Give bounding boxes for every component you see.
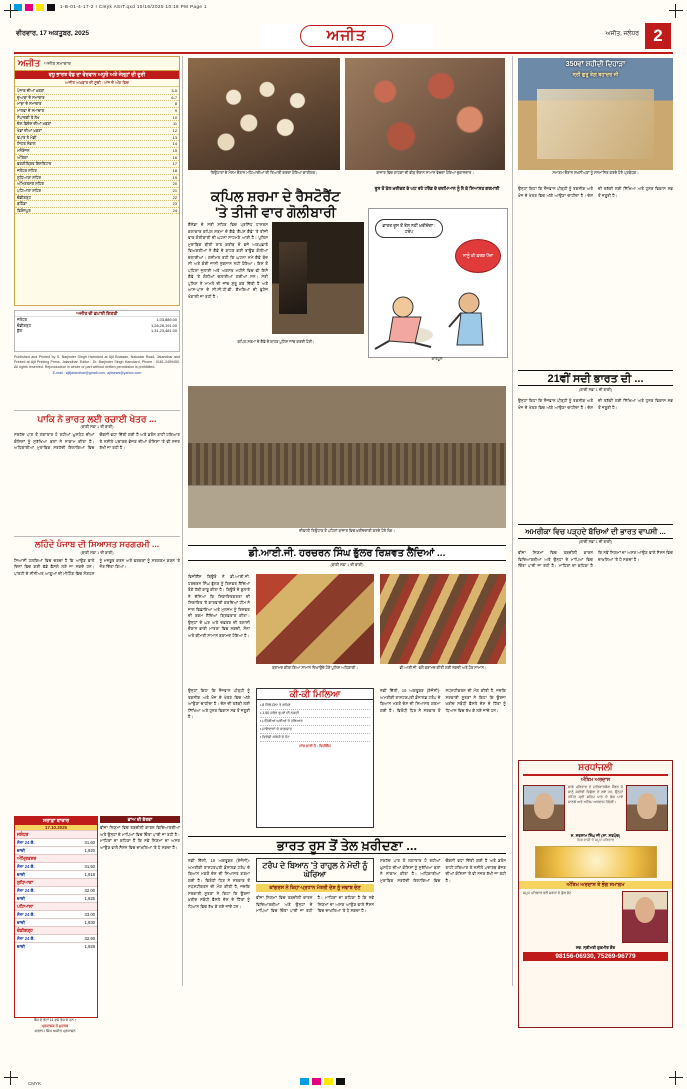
bullion-row: ਸੋਨਾ 24 ਕੈ. 31.50 — [17, 864, 95, 869]
index-row-page: 20 — [172, 181, 177, 187]
index-row-page: 17 — [172, 161, 177, 167]
index-row-page: 6-7 — [171, 94, 177, 100]
circulation-rows — [15, 317, 179, 334]
index-row-label: ਅੰਤਿਕਾ — [17, 154, 28, 160]
index-row-label: ਚੰਡੀਗੜ੍ਹ — [17, 194, 31, 200]
index-row[interactable] — [15, 201, 179, 208]
edition-label: ਅਜੀਤ, ਜਲੰਧਰ — [605, 31, 639, 37]
story-pakistan-jump: (ਬਾਕੀ ਸਫ਼ਾ 1 ਦੀ ਬਾਕੀ) — [80, 425, 114, 430]
registration-mark-topright — [669, 4, 683, 18]
story-us-students-body: ਵੀਜ਼ਾ ਨਿਯਮਾਂ ਵਿਚ ਤਬਦੀਲੀ ਕਾਰਨ ਵਿਦਿਆਰਥੀਆਂ ਅਤੇ ਉਨ੍ਹਾਂ ਦੇ ਮਾਪਿਆਂ ਵਿਚ ਚਿੰਤਾ ਪਾਈ ਜਾ ਰਹੀ ਹੈ। ਮਾਹਿਰਾਂ ਦਾ ਕਹਿਣਾ ਹੈ ਕਿ ਨਵੇਂ ਨਿਯਮਾਂ ਦਾ ਅਸਰ ਆਉਣ ਵਾਲੇ ਸੈਸ਼ਨ ਵਿਚ ਦਾਖ਼ਲਿਆਂ 'ਤੇ ਪੈ ਸਕਦਾ ਹੈ। — [518, 550, 673, 568]
index-row[interactable] — [15, 108, 179, 115]
photo-goods-caption-1: ਬਰਾਮਦ ਕੀਤਾ ਗਿਆ ਸਾਮਾਨ ਦਿਖਾਉਂਦੇ ਹੋਏ ਪੁਲਿਸ ਅਧਿਕਾਰੀ। — [272, 666, 358, 670]
index-row[interactable] — [15, 135, 179, 142]
bullion-section: ਪਟਿਆਲਾ — [15, 902, 97, 910]
photo-sweets-caption: ਤਿਉਹਾਰਾਂ ਦੇ ਮੌਸਮ ਦੌਰਾਨ ਮਠਿਆਈਆਂ ਦੀ ਤਿਆਰੀ ਕਰਦਾ ਹੋਇਆ ਕਾਰੀਗਰ। — [210, 171, 318, 175]
index-list — [15, 87, 179, 215]
award-banner-title: 350ਵਾਂ ਸ਼ਹੀਦੀ ਦਿਹਾੜਾ — [565, 61, 626, 68]
index-row[interactable] — [15, 155, 179, 162]
bharat-rus-headline: ਭਾਰਤ ਰੂਸ ਤੋਂ ਤੇਲ ਖ਼ਰੀਦਣਾ ... — [276, 838, 418, 853]
story-us-students-headline: ਅਮਰੀਕਾ ਵਿਚ ਪੜ੍ਹਦੇ ਬੱਚਿਆਂ ਦੀ ਭਾਰਤ ਵਾਪਸੀ ... — [518, 524, 673, 539]
index-row-page: 9 — [174, 107, 177, 113]
index-row-label: ਪਟਿਆਲਾ ਸ਼ਹਿਰ — [17, 187, 41, 193]
index-row-label: ਬਠਿੰਡਾ — [17, 201, 27, 207]
cartoon-bubble-trump: ਭਾਰਤ ਰੂਸ ਤੋਂ ਤੇਲ ਨਹੀਂ ਖ਼ਰੀਦੇਗਾ : ਟਰੰਪ — [375, 219, 443, 238]
index-box — [14, 56, 180, 306]
obituary-portrait-1 — [523, 785, 565, 831]
dig-body-col1: ਵਿਜੀਲੈਂਸ ਬਿਊਰੋ ਨੇ ਡੀ.ਆਈ.ਜੀ. ਹਰਚਰਨ ਸਿੰਘ ਭੁੱਲਰ ਨੂੰ ਰਿਸ਼ਵਤ ਲੈਂਦਿਆਂ ਰੰਗੇ ਹੱਥੀਂ ਕਾਬੂ ਕੀਤਾ ਹੈ। ਬਿਊਰੋ ਦੇ ਬੁਲਾਰੇ ਨੇ ਦੱਸਿਆ ਕਿ ਸ਼ਿਕਾਇਤਕਰਤਾ ਦੀ ਸ਼ਿਕਾਇਤ 'ਤੇ ਕਾਰਵਾਈ ਕਰਦਿਆਂ ਟੀਮ ਨੇ ਜਾਲ ਵਿਛਾਇਆ ਅਤੇ ਮੁਲਜ਼ਮ ਨੂੰ ਰਿਸ਼ਵਤ ਦੀ ਰਕਮ ਲੈਂਦਿਆਂ ਗ੍ਰਿਫ਼ਤਾਰ ਕੀਤਾ। ਉਨ੍ਹਾਂ ਦੇ ਘਰ ਅਤੇ ਦਫ਼ਤਰ ਦੀ ਤਲਾਸ਼ੀ ਦੌਰਾਨ ਭਾਰੀ ਮਾਤਰਾ ਵਿਚ ਨਕਦੀ, ਸੋਨਾ ਅਤੇ ਕੀਮਤੀ ਸਾਮਾਨ ਬਰਾਮਦ ਹੋਇਆ ਹੈ। — [188, 574, 250, 638]
obituary-ad — [518, 760, 673, 1028]
masthead-title: ਅਜੀਤ — [326, 28, 367, 44]
index-row[interactable] — [15, 175, 179, 182]
what-found-headline: ਕੀ-ਕੀ ਮਿਲਿਆ — [257, 689, 373, 700]
photo-market-caption: ਬਾਜ਼ਾਰ ਵਿਚ ਗਾਹਕਾਂ ਦੀ ਭੀੜ ਦੌਰਾਨ ਸਾਮਾਨ ਵੇਚਦਾ ਹੋਇਆ ਦੁਕਾਨਦਾਰ। — [376, 171, 474, 175]
index-row[interactable] — [15, 188, 179, 195]
sidebar-small-header: ਭਾਅ ਦੀ ਵੇਰਵਾ — [100, 816, 180, 823]
obituary-body: ਸਾਡੇ ਪਰਿਵਾਰ ਦੇ ਸਤਿਕਾਰਯੋਗ ਮੈਂਬਰ ਜੋ ਸਾਨੂੰ ਸਦੀਵੀ ਵਿਛੋੜਾ ਦੇ ਗਏ ਹਨ, ਉਨ੍ਹਾਂ ਨਮਿੱਤ ਸ੍ਰੀ ਸਹਿਜ ਪਾਠ ਦੇ ਭੋਗ ਪਾਏ ਜਾਣਗੇ ਅਤੇ ਅੰਤਿਮ ਅਰਦਾਸ ਹੋਵੇਗੀ। — [568, 785, 623, 804]
index-row-page: 10 — [172, 114, 177, 120]
index-header: ਵਧੂ ਭਾਰਤ ਵੰਡ ਦਾ ਵੇਰਵਾਨ ਅਧੂਰੇ ਅਤੇ ਜੇਲ੍ਹਾਂ ਦੀ ਦੂਰੀ — [15, 71, 179, 79]
index-row[interactable] — [15, 115, 179, 122]
bullion-row: ਸੋਨਾ 24 ਕੈ. 32.00 — [17, 888, 95, 893]
bullion-section: ਅੰਮ੍ਰਿਤਸਰ — [15, 854, 97, 862]
circulation-row: ਕੁੱਲ 1,31,23,481.00 — [17, 328, 177, 334]
index-row-page: 18 — [172, 167, 177, 173]
bullion-title: ਸਰਾਫ਼ਾ ਬਾਜ਼ਾਰ — [15, 817, 97, 825]
bharat-rus-subheads — [256, 858, 374, 1025]
dig-headline-band — [188, 545, 506, 561]
index-row-label: ਜਲੰਧਰ ਸ਼ਹਿਰ — [17, 167, 37, 173]
cartoon-figures-icon — [369, 273, 507, 353]
bullion-row: ਚਾਂਦੀ 1,920 — [17, 848, 95, 853]
story-lehnda-body: ਸਿਆਸੀ ਹਲਕਿਆਂ ਵਿਚ ਚਰਚਾ ਹੈ ਕਿ ਆਉਣ ਵਾਲੇ ਦਿਨਾਂ ਵਿਚ ਕਈ ਵੱਡੇ ਫ਼ੈਸਲੇ ਲਏ ਜਾ ਸਕਦੇ ਹਨ। ਪਾਰਟੀ ਦੇ ਸੀਨੀਅਰ ਆਗੂਆਂ ਦੀ ਮੀਟਿੰਗ ਵਿਚ ਸੰਗਠਨ ਨੂੰ ਮਜ਼ਬੂਤ ਕਰਨ ਅਤੇ ਵਰਕਰਾਂ ਨੂੰ ਸਰਗਰਮ ਕਰਨ 'ਤੇ ਜ਼ੋਰ ਦਿੱਤਾ ਗਿਆ। — [14, 557, 180, 576]
bullion-date: 17.10.2025 — [15, 825, 97, 830]
masthead — [14, 22, 673, 54]
index-row-page: 8 — [174, 101, 177, 107]
dig-headline: ਡੀ.ਆਈ.ਜੀ. ਹਰਚਰਨ ਸਿੰਘ ਭੁੱਲਰ ਰਿਸ਼ਵਤ ਲੈਂਦਿਆਂ ... — [248, 548, 446, 559]
cartoon-panel — [368, 208, 508, 358]
what-found-item: • ਮਹਿੰਗੀਆਂ ਘੜੀਆਂ ਤੇ ਹਥਿਆਰ — [260, 718, 370, 726]
dig-jump: (ਬਾਕੀ ਸਫ਼ਾ 1 ਦੀ ਬਾਕੀ) — [330, 563, 364, 567]
index-row-page: 14 — [172, 141, 177, 147]
lead-headline-line2: 'ਤੇ ਤੀਜੀ ਵਾਰ ਗੋਲੀਬਾਰੀ — [215, 204, 336, 221]
index-row-label: ਵਪਾਰ ਤੇ ਮੰਡੀ — [17, 134, 37, 140]
bharat-rus-band — [188, 836, 506, 854]
index-row-page: 23 — [172, 201, 177, 207]
story-21century-body: ਉਨ੍ਹਾਂ ਕਿਹਾ ਕਿ ਨੌਜਵਾਨ ਪੀੜ੍ਹੀ ਨੂੰ ਤਕਨੀਕ ਅਤੇ ਖੋਜ ਦੇ ਖੇਤਰ ਵਿਚ ਅੱਗੇ ਆਉਣਾ ਚਾਹੀਦਾ ਹੈ। ਦੇਸ਼ ਦੀ ਤਰੱਕੀ ਲਈ ਸਿੱਖਿਆ ਅਤੇ ਹੁਨਰ ਵਿਕਾਸ ਸਭ ਤੋਂ ਜ਼ਰੂਰੀ ਹੈ। — [518, 398, 673, 410]
index-subheader: ਅਜੀਤ ਅਖ਼ਬਾਰ ਦੀ ਸੂਚੀ : ਅੱਜ ਦੇ ਅੰਕ ਵਿਚ — [15, 79, 179, 87]
bullion-row: ਚਾਂਦੀ 1,928 — [17, 944, 95, 949]
index-row[interactable] — [15, 88, 179, 95]
index-row[interactable] — [15, 148, 179, 155]
obituary-detail-1: ਪਿੰਡ ਵਾਸੀ ਤੇ ਸਮੂਹ ਪਰਿਵਾਰ — [576, 838, 615, 842]
column-rule-2 — [512, 56, 513, 986]
bharat-rus-sub2: ਕਾਂਗਰਸ ਨੇ ਕਿਹਾ-ਪ੍ਰਧਾਨ ਮੰਤਰੀ ਦੇਸ਼ ਨੂੰ ਜਵਾਬ ਦੇਣ — [256, 884, 374, 892]
what-found-box — [256, 688, 374, 828]
photo-shopping — [188, 386, 506, 528]
photo-goods-caption-2: ਡੀ.ਆਈ.ਜੀ. ਵਲੋਂ ਬਰਾਮਦ ਕੀਤੀ ਗਈ ਨਕਦੀ ਅਤੇ ਹੋਰ ਸਾਮਾਨ। — [399, 666, 487, 670]
index-row-label: ਫ਼ਿਰੋਜ਼ਪੁਰ — [17, 207, 31, 213]
page-number: 2 — [645, 23, 671, 49]
bullion-section: ਲੁਧਿਆਣਾ — [15, 878, 97, 886]
bullion-section: ਜਲੰਧਰ — [15, 830, 97, 838]
story-us-students-band — [518, 524, 673, 538]
what-found-item: • 1.50 ਕਰੋੜ ਰੁਪਏ ਦੀ ਨਕਦੀ — [260, 710, 370, 718]
bullion-row: ਚਾਂਦੀ 1,918 — [17, 872, 95, 877]
index-row[interactable] — [15, 208, 179, 215]
index-row-page: 19 — [172, 174, 177, 180]
story-lehnda-headline: ਲਹਿੰਦੇ ਪੰਜਾਬ ਦੀ ਸਿਆਸਤ ਸਰਗਰਮੀ ... — [34, 539, 160, 549]
index-row-label: ਦੇਸ਼-ਵਿਦੇਸ਼ ਦੀਆਂ ਖ਼ਬਰਾਂ — [17, 121, 51, 127]
obituary-title: ਸ਼ਰਧਾਂਜਲੀ — [578, 762, 613, 772]
index-row-label: ਸਿਹਤ ਸੰਭਾਲ — [17, 141, 36, 147]
bullion-row: ਚਾਂਦੀ 1,930 — [17, 920, 95, 925]
bullion-section: ਚੰਡੀਗੜ੍ਹ — [15, 926, 97, 934]
index-row[interactable] — [15, 95, 179, 102]
index-row-label: ਦੁਆਬਾ ਦੇ ਸਮਾਚਾਰ — [17, 94, 45, 100]
dig-body-col3: ਨਵੀਂ ਦਿੱਲੀ, 16 ਅਕਤੂਬਰ (ਏਜੰਸੀ)- ਅਮਰੀਕੀ ਰਾਸ਼ਟਰਪਤੀ ਡੋਨਾਲਡ ਟਰੰਪ ਦੇ ਬਿਆਨ ਮਗਰੋਂ ਦੇਸ਼ ਦੀ ਸਿਆਸਤ ਗਰਮਾ ਗਈ ਹੈ। ਵਿਰੋਧੀ ਧਿਰ ਨੇ ਸਰਕਾਰ ਤੋਂ ਸਪੱਸ਼ਟੀਕਰਨ ਦੀ ਮੰਗ ਕੀਤੀ ਹੈ, ਜਦਕਿ ਸਰਕਾਰੀ ਸੂਤਰਾਂ ਨੇ ਕਿਹਾ ਕਿ ਊਰਜਾ ਖ਼ਰੀਦ ਸਬੰਧੀ ਫ਼ੈਸਲੇ ਦੇਸ਼ ਦੇ ਹਿੱਤਾਂ ਨੂੰ ਧਿਆਨ ਵਿਚ ਰੱਖ ਕੇ ਲਏ ਜਾਂਦੇ ਹਨ। — [380, 688, 506, 713]
story-sidebar-small — [100, 816, 180, 1040]
index-row-page: 16 — [172, 154, 177, 160]
index-row-label: ਵਰਗੀਕ੍ਰਿਤ ਇਸ਼ਤਿਹਾਰ — [17, 161, 52, 167]
registration-mark-topleft — [4, 4, 18, 18]
lead-caption: ਕਪਿਲ ਸ਼ਰਮਾ ਦੇ ਕੈਫ਼ੇ ਦੇ ਬਾਹਰ ਪੁਲਿਸ ਜਾਂਚ ਕਰਦੀ ਹੋਈ। — [237, 340, 315, 344]
index-row[interactable] — [15, 141, 179, 148]
obituary-banner: ਅੰਤਿਮ ਅਰਦਾਸ ਤੇ ਭੋਗ ਸਮਾਗਮ — [519, 881, 672, 889]
story-lehnda-punjab — [14, 540, 180, 810]
column-rule-1 — [182, 56, 183, 986]
what-found-footer: ਜਾਂਚ ਜਾਰੀ ਹੈ : ਵਿਜੀਲੈਂਸ — [299, 743, 331, 748]
lead-headline-line1: ਕਪਿਲ ਸ਼ਰਮਾ ਦੇ ਰੈਸਟੋਰੈਂਟ — [210, 188, 341, 204]
cartoon-kicker-box — [368, 186, 506, 192]
photo-recovered-goods-1 — [256, 574, 374, 664]
cartoon-credit: ਕਾਰਟੂਨ — [431, 357, 443, 361]
photo-restaurant — [272, 222, 364, 334]
award-banner-sub: ਸ੍ਰੀ ਗੁਰੂ ਤੇਗ਼ ਬਹਾਦਰ ਜੀ — [572, 72, 619, 78]
obituary-name-1: ਸ. ਸਤਨਾਮ ਸਿੰਘ ਜੀ (ਸਾ. ਸਰਪੰਚ) — [570, 833, 621, 838]
obituary-subtitle: ਅੰਤਿਮ ਅਰਦਾਸ — [580, 777, 611, 783]
bullion-footnote-box — [14, 1018, 96, 1040]
what-found-item: • 8 ਕਿੱਲੋ ਸੋਨਾ ਤੇ ਗਹਿਣੇ — [260, 702, 370, 710]
obituary-portrait-2 — [626, 785, 668, 831]
story-pakistan-body: ਸਰਹੱਦ ਪਾਰ ਤੋਂ ਲਗਾਤਾਰ ਹੋ ਰਹੀਆਂ ਘੁਸਪੈਠ ਦੀਆਂ ਕੋਸ਼ਿਸ਼ਾਂ ਨੂੰ ਸੁਰੱਖਿਆ ਬਲਾਂ ਨੇ ਨਾਕਾਮ ਕੀਤਾ ਹੈ। ਅਧਿਕਾਰੀਆਂ ਮੁਤਾਬਿਕ ਸਰਹੱਦੀ ਇਲਾਕਿਆਂ ਵਿਚ ਚੌਕਸੀ ਵਧਾ ਦਿੱਤੀ ਗਈ ਹੈ ਅਤੇ ਡਰੋਨ ਰਾਹੀਂ ਹਥਿਆਰ ਤੇ ਨਸ਼ੀਲੇ ਪਦਾਰਥ ਭੇਜਣ ਦੀਆਂ ਕੋਸ਼ਿਸ਼ਾਂ 'ਤੇ ਵੀ ਨਜ਼ਰ ਰੱਖੀ ਜਾ ਰਹੀ ਹੈ। — [14, 432, 180, 451]
dig-body-col2: ਉਨ੍ਹਾਂ ਕਿਹਾ ਕਿ ਨੌਜਵਾਨ ਪੀੜ੍ਹੀ ਨੂੰ ਤਕਨੀਕ ਅਤੇ ਖੋਜ ਦੇ ਖੇਤਰ ਵਿਚ ਅੱਗੇ ਆਉਣਾ ਚਾਹੀਦਾ ਹੈ। ਦੇਸ਼ ਦੀ ਤਰੱਕੀ ਲਈ ਸਿੱਖਿਆ ਅਤੇ ਹੁਨਰ ਵਿਕਾਸ ਸਭ ਤੋਂ ਜ਼ਰੂਰੀ ਹੈ। — [188, 688, 250, 719]
color-swatch-strip-bottom — [300, 1078, 345, 1085]
index-row-page: 15 — [172, 147, 177, 153]
obituary-detail-2: ਸਮੂਹ ਪਰਿਵਾਰ ਵਲੋਂ ਸ਼ਰਧਾ ਦੇ ਫੁੱਲ ਭੇਟ — [523, 890, 572, 895]
story-pakistan — [14, 414, 180, 534]
index-row[interactable] — [15, 181, 179, 188]
story-21century-band — [518, 370, 673, 386]
photo-award-caption: ਸਮਾਗਮ ਦੌਰਾਨ ਸ਼ਖ਼ਸੀਅਤਾਂ ਨੂੰ ਸਨਮਾਨਿਤ ਕਰਦੇ ਹੋਏ ਪ੍ਰਬੰਧਕ। — [552, 171, 639, 175]
index-row-page: 21 — [172, 187, 177, 193]
index-row-label: ਲੁਧਿਆਣਾ ਸ਼ਹਿਰ — [17, 174, 41, 180]
obituary-name-2: ਸਵ. ਸ੍ਰੀਮਤੀ ਗੁਰਮੀਤ ਕੌਰ — [575, 944, 616, 950]
obituary-emblem — [535, 846, 657, 878]
imprint-block — [14, 355, 180, 407]
story-lehnda-jump: (ਬਾਕੀ ਸਫ਼ਾ 1 ਦੀ ਬਾਕੀ) — [80, 550, 114, 555]
bullion-footnote: ਕੈਸ ਦੇ ਰੇਟਾਂ 11 ਵਜੇ ਤੱਕ ਦੇ ਹਨ। — [33, 1018, 77, 1022]
circulation-box — [14, 310, 180, 352]
story-pakistan-headline: ਪਾਕਿ ਨੇ ਭਾਰਤ ਲਈ ਰਚਾਈ ਖੇਤਰ ... — [37, 414, 157, 424]
story-21century-jump: (ਬਾਕੀ ਸਫ਼ਾ 1 ਦੀ ਬਾਕੀ) — [579, 388, 612, 392]
obituary-phone: 98156-06930, 75269-96779 — [523, 952, 668, 961]
bullion-rates-table — [14, 816, 98, 1018]
index-row-label: ਖੇਡਾਂ ਦੀਆਂ ਖ਼ਬਰਾਂ — [17, 127, 42, 133]
index-row[interactable] — [15, 161, 179, 168]
index-row-page: 13 — [172, 134, 177, 140]
color-swatch-strip — [14, 4, 55, 11]
prepress-filename: 1-B-01-4-17-2 I Cmyk ASIT.qxd 10/16/2025 10:18 PM Page 1 — [60, 4, 208, 9]
bullion-row: ਸੋਨਾ 24 ਕੈ. 33.00 — [17, 912, 95, 917]
cartoon-bubble-india: ਸਾਨੂੰ ਕੀ ਫ਼ਰਕ ਪੈਂਦਾ — [455, 239, 501, 273]
index-row-page: 11 — [172, 121, 177, 127]
index-row[interactable] — [15, 121, 179, 128]
index-row-page: 3-5 — [171, 88, 177, 93]
circulation-row: ਜਲੰਧਰ 1,03,889.00 — [17, 317, 177, 322]
photo-sweets — [188, 58, 340, 170]
obituary-portrait-3 — [622, 891, 668, 943]
photo-recovered-goods-2 — [380, 574, 506, 664]
publication-date: ਵੀਰਵਾਰ, 17 ਅਕਤੂਬਰ, 2025 — [16, 30, 90, 37]
what-found-list — [257, 700, 373, 743]
photo-shopping-caption: ਦੀਵਾਲੀ ਤਿਉਹਾਰ ਤੋਂ ਪਹਿਲਾਂ ਬਾਜ਼ਾਰ ਵਿਚ ਖ਼ਰੀਦਦਾਰੀ ਕਰਦੇ ਹੋਏ ਲੋਕ। — [299, 529, 395, 533]
lead-body: ਕੈਨੇਡਾ ਦੇ ਸਰੀ ਸ਼ਹਿਰ ਵਿਚ ਪ੍ਰਸਿੱਧ ਹਾਸਰਸ ਕਲਾਕਾਰ ਕਪਿਲ ਸ਼ਰਮਾ ਦੇ ਕੈਫ਼ੇ 'ਕੈਪਸ ਕੈਫ਼ੇ' 'ਤੇ ਤੀਜੀ ਵਾਰ ਗੋਲੀਬਾਰੀ ਦੀ ਘਟਨਾ ਸਾਹਮਣੇ ਆਈ ਹੈ। ਪੁਲਿਸ ਮੁਤਾਬਿਕ ਬੀਤੀ ਰਾਤ ਕਰੀਬ ਦੋ ਵਜੇ ਅਣਪਛਾਤੇ ਵਿਅਕਤੀਆਂ ਨੇ ਕੈਫ਼ੇ ਦੇ ਬਾਹਰ ਕਈ ਰਾਊਂਡ ਗੋਲੀਆਂ ਚਲਾਈਆਂ। ਗਨੀਮਤ ਰਹੀ ਕਿ ਘਟਨਾ ਸਮੇਂ ਕੈਫ਼ੇ ਬੰਦ ਸੀ ਅਤੇ ਕੋਈ ਜਾਨੀ ਨੁਕਸਾਨ ਨਹੀਂ ਹੋਇਆ। ਇਸ ਤੋਂ ਪਹਿਲਾਂ ਜੁਲਾਈ ਅਤੇ ਅਗਸਤ ਮਹੀਨੇ ਵਿਚ ਵੀ ਇਸੇ ਕੈਫ਼ੇ 'ਤੇ ਗੋਲੀਆਂ ਚਲਾਈਆਂ ਗਈਆਂ ਸਨ। ਸਰੀ ਪੁਲਿਸ ਨੇ ਮਾਮਲੇ ਦੀ ਜਾਂਚ ਸ਼ੁਰੂ ਕਰ ਦਿੱਤੀ ਹੈ ਅਤੇ ਆਸ-ਪਾਸ ਦੇ ਸੀ.ਸੀ.ਟੀ.ਵੀ. ਕੈਮਰਿਆਂ ਦੀ ਫ਼ੁਟੇਜ ਖੰਗਾਲੀ ਜਾ ਰਹੀ ਹੈ। — [188, 222, 268, 299]
index-row-label: ਸੰਪਾਦਕੀ ਤੇ ਲੇਖ — [17, 114, 40, 120]
cartoon-kicker: ਰੂਸ ਤੋਂ ਤੇਲ ਖ਼ਰੀਦਣ ਦੇ ਘਟ ਰਹੇ ਟਰੈਂਡ ਦੇ ਦਰਮਿਆਨ ਨੂੰ ਲੈ ਕੇ ਸਿਆਸਤ ਗਰਮਾਈ — [374, 186, 500, 191]
circulation-title: ਅਜੀਤ ਦੀ ਛਪਾਈ ਗਿਣਤੀ — [15, 311, 179, 317]
cmyk-label: CMYK — [28, 1081, 42, 1086]
bullion-row: ਚਾਂਦੀ 1,925 — [17, 896, 95, 901]
bharat-rus-sub1: ਟਰੰਪ ਦੇ ਬਿਆਨ 'ਤੇ ਰਾਹੁਲ ਨੇ ਮੋਦੀ ਨੂੰ ਘੇਰਿਆ — [256, 858, 374, 882]
index-row[interactable] — [15, 168, 179, 175]
index-row-label: ਪੰਜਾਬ ਦੀਆਂ ਖ਼ਬਰਾਂ — [17, 88, 45, 93]
bullion-row: ਸੋਨਾ 24 ਕੈ. 32.50 — [17, 936, 95, 941]
publisher-line: ਪ੍ਰਕਾਸ਼ਕ ਤੇ ਮੁਦਰਕ — [41, 1023, 69, 1028]
bharat-rus-body-right: ਸਰਹੱਦ ਪਾਰ ਤੋਂ ਲਗਾਤਾਰ ਹੋ ਰਹੀਆਂ ਘੁਸਪੈਠ ਦੀਆਂ ਕੋਸ਼ਿਸ਼ਾਂ ਨੂੰ ਸੁਰੱਖਿਆ ਬਲਾਂ ਨੇ ਨਾਕਾਮ ਕੀਤਾ ਹੈ। ਅਧਿਕਾਰੀਆਂ ਮੁਤਾਬਿਕ ਸਰਹੱਦੀ ਇਲਾਕਿਆਂ ਵਿਚ ਚੌਕਸੀ ਵਧਾ ਦਿੱਤੀ ਗਈ ਹੈ ਅਤੇ ਡਰੋਨ ਰਾਹੀਂ ਹਥਿਆਰ ਤੇ ਨਸ਼ੀਲੇ ਪਦਾਰਥ ਭੇਜਣ ਦੀਆਂ ਕੋਸ਼ਿਸ਼ਾਂ 'ਤੇ ਵੀ ਨਜ਼ਰ ਰੱਖੀ ਜਾ ਰਹੀ ਹੈ। — [380, 858, 506, 883]
masthead-logo — [259, 24, 434, 48]
what-found-item: • ਜਾਇਦਾਦਾਂ ਦੇ ਕਾਗ਼ਜ਼ਾਤ — [260, 726, 370, 734]
index-row-label: ਮਨੋਰੰਜਨ — [17, 147, 30, 153]
sidebar-small-body: ਵੀਜ਼ਾ ਨਿਯਮਾਂ ਵਿਚ ਤਬਦੀਲੀ ਕਾਰਨ ਵਿਦਿਆਰਥੀਆਂ ਅਤੇ ਉਨ੍ਹਾਂ ਦੇ ਮਾਪਿਆਂ ਵਿਚ ਚਿੰਤਾ ਪਾਈ ਜਾ ਰਹੀ ਹੈ। ਮਾਹਿਰਾਂ ਦਾ ਕਹਿਣਾ ਹੈ ਕਿ ਨਵੇਂ ਨਿਯਮਾਂ ਦਾ ਅਸਰ ਆਉਣ ਵਾਲੇ ਸੈਸ਼ਨ ਵਿਚ ਦਾਖ਼ਲਿਆਂ 'ਤੇ ਪੈ ਸਕਦਾ ਹੈ। — [100, 825, 180, 850]
bharat-rus-body-mid: ਵੀਜ਼ਾ ਨਿਯਮਾਂ ਵਿਚ ਤਬਦੀਲੀ ਕਾਰਨ ਵਿਦਿਆਰਥੀਆਂ ਅਤੇ ਉਨ੍ਹਾਂ ਦੇ ਮਾਪਿਆਂ ਵਿਚ ਚਿੰਤਾ ਪਾਈ ਜਾ ਰਹੀ ਹੈ। ਮਾਹਿਰਾਂ ਦਾ ਕਹਿਣਾ ਹੈ ਕਿ ਨਵੇਂ ਨਿਯਮਾਂ ਦਾ ਅਸਰ ਆਉਣ ਵਾਲੇ ਸੈਸ਼ਨ ਵਿਚ ਦਾਖ਼ਲਿਆਂ 'ਤੇ ਪੈ ਸਕਦਾ ਹੈ। — [256, 895, 374, 914]
bharat-rus-body-left: ਨਵੀਂ ਦਿੱਲੀ, 16 ਅਕਤੂਬਰ (ਏਜੰਸੀ)- ਅਮਰੀਕੀ ਰਾਸ਼ਟਰਪਤੀ ਡੋਨਾਲਡ ਟਰੰਪ ਦੇ ਬਿਆਨ ਮਗਰੋਂ ਦੇਸ਼ ਦੀ ਸਿਆਸਤ ਗਰਮਾ ਗਈ ਹੈ। ਵਿਰੋਧੀ ਧਿਰ ਨੇ ਸਰਕਾਰ ਤੋਂ ਸਪੱਸ਼ਟੀਕਰਨ ਦੀ ਮੰਗ ਕੀਤੀ ਹੈ, ਜਦਕਿ ਸਰਕਾਰੀ ਸੂਤਰਾਂ ਨੇ ਕਿਹਾ ਕਿ ਊਰਜਾ ਖ਼ਰੀਦ ਸਬੰਧੀ ਫ਼ੈਸਲੇ ਦੇਸ਼ ਦੇ ਹਿੱਤਾਂ ਨੂੰ ਧਿਆਨ ਵਿਚ ਰੱਖ ਕੇ ਲਏ ਜਾਂਦੇ ਹਨ। — [188, 858, 250, 909]
story-21century-headline: 21ਵੀਂ ਸਦੀ ਭਾਰਤ ਦੀ ... — [547, 373, 644, 385]
publisher-name: ਸਤਨਾਮ ਸਿੰਘ ਅਜੀਤ ਪ੍ਰਕਾਸ਼ਨ — [34, 1028, 76, 1033]
print-control-bar-top — [0, 0, 687, 16]
index-row-page: 22 — [172, 194, 177, 200]
index-row-page: 24 — [172, 207, 177, 213]
index-row[interactable] — [15, 101, 179, 108]
story-us-students-jump: (ਬਾਕੀ ਸਫ਼ਾ 1 ਦੀ ਬਾਕੀ) — [579, 540, 612, 544]
print-control-bar-bottom — [0, 1073, 687, 1089]
index-row[interactable] — [15, 195, 179, 202]
index-row-label: ਮਾਲਵਾ ਦੇ ਸਮਾਚਾਰ — [17, 107, 44, 113]
circulation-row: ਚੰਡੀਗੜ੍ਹ 1,26,26,191.00 — [17, 322, 177, 328]
index-row-label: ਅੰਮ੍ਰਿਤਸਰ ਸ਼ਹਿਰ — [17, 181, 44, 187]
index-row[interactable] — [15, 128, 179, 135]
index-tagline: ਅਜੀਤ ਸਮਾਚਾਰ — [44, 61, 71, 66]
photo-market — [345, 58, 505, 170]
photo-award — [518, 58, 673, 170]
right-body-1: ਉਨ੍ਹਾਂ ਕਿਹਾ ਕਿ ਨੌਜਵਾਨ ਪੀੜ੍ਹੀ ਨੂੰ ਤਕਨੀਕ ਅਤੇ ਖੋਜ ਦੇ ਖੇਤਰ ਵਿਚ ਅੱਗੇ ਆਉਣਾ ਚਾਹੀਦਾ ਹੈ। ਦੇਸ਼ ਦੀ ਤਰੱਕੀ ਲਈ ਸਿੱਖਿਆ ਅਤੇ ਹੁਨਰ ਵਿਕਾਸ ਸਭ ਤੋਂ ਜ਼ਰੂਰੀ ਹੈ। — [518, 186, 673, 198]
imprint-email: E-mail : ajitjalandhar@gmail.com, ajitnews@yahoo.com — [52, 370, 142, 375]
index-logo: ਅਜੀਤ — [18, 58, 41, 68]
what-found-item: • ਵਿਦੇਸ਼ੀ ਕਰੰਸੀ ਦੇ ਨੋਟ — [260, 734, 370, 742]
bullion-rows — [15, 830, 97, 950]
imprint-text: Published and Printed by S. Barjinder Singh Hamdard at Ajit Bhawan, Nakodar Road, Jalandhar and Printed at Ajit Printing Press, Jalandhar. Editor : Dr. Barjinder Singh Hamdard, Phone : 0181-2459450. All rights reserved. Reproduction in whole or part without written permission is prohibited. — [14, 355, 180, 369]
bullion-row: ਸੋਨਾ 24 ਕੈ. 31.60 — [17, 840, 95, 845]
index-row-label: ਮਾਝਾ ਦੇ ਸਮਾਚਾਰ — [17, 101, 42, 107]
index-row-page: 12 — [172, 127, 177, 133]
lead-headline — [188, 188, 363, 220]
